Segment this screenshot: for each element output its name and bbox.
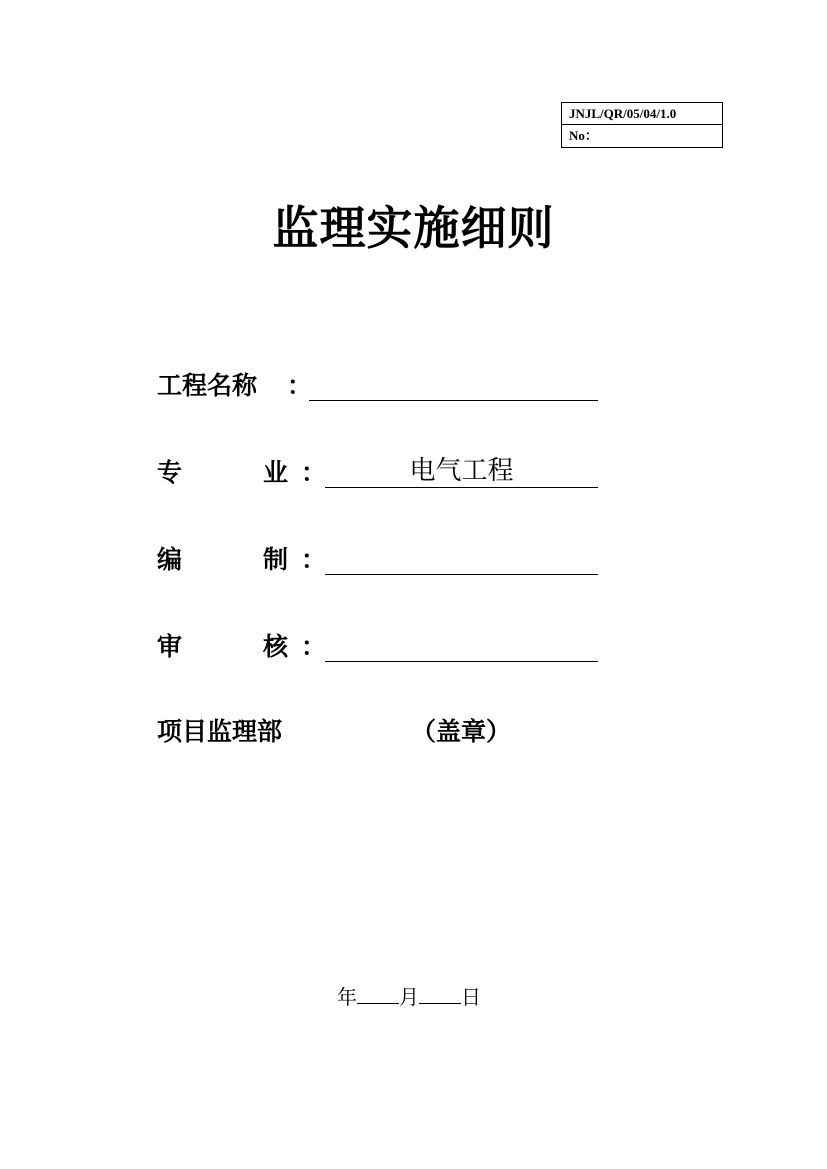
department-row bbox=[157, 712, 512, 752]
date-row bbox=[337, 981, 481, 1012]
day-label: 日 bbox=[461, 985, 481, 1009]
compiled-by-colon: ： bbox=[301, 545, 327, 574]
compiled-by-field bbox=[157, 540, 602, 580]
reviewed-by-field bbox=[157, 627, 602, 667]
specialty-input[interactable]: 电气工程 bbox=[325, 455, 598, 488]
year-label: 年 bbox=[337, 985, 357, 1009]
compiled-by-label-char2: 制 bbox=[263, 545, 289, 574]
compiled-by-label-char1: 编 bbox=[157, 545, 183, 574]
project-name-input[interactable] bbox=[309, 368, 598, 401]
specialty-label-char1: 专 bbox=[157, 458, 183, 487]
document-number-label: No： bbox=[569, 128, 598, 143]
specialty-label-char2: 业 bbox=[263, 458, 289, 487]
document-code-box bbox=[561, 102, 723, 148]
document-title: 监理实施细则 bbox=[272, 201, 555, 255]
reviewed-by-colon: ： bbox=[301, 632, 327, 661]
reviewed-by-label-char1: 审 bbox=[157, 632, 183, 661]
specialty-field bbox=[157, 453, 602, 493]
reviewed-by-label-char2: 核 bbox=[263, 632, 289, 661]
month-label: 月 bbox=[399, 985, 419, 1009]
reviewed-by-input[interactable] bbox=[325, 629, 598, 662]
specialty-colon: ： bbox=[301, 458, 327, 487]
compiled-by-input[interactable] bbox=[325, 542, 598, 575]
day-blank[interactable] bbox=[419, 981, 461, 1004]
project-name-colon: ： bbox=[287, 371, 313, 400]
document-code: JNJL/QR/05/04/1.0 bbox=[562, 103, 722, 125]
project-name-field bbox=[157, 366, 602, 406]
department-label: 项目监理部 bbox=[157, 717, 283, 746]
seal-note: （盖章） bbox=[411, 717, 512, 746]
month-blank[interactable] bbox=[357, 981, 399, 1004]
project-name-label: 工程名称 bbox=[157, 371, 258, 400]
